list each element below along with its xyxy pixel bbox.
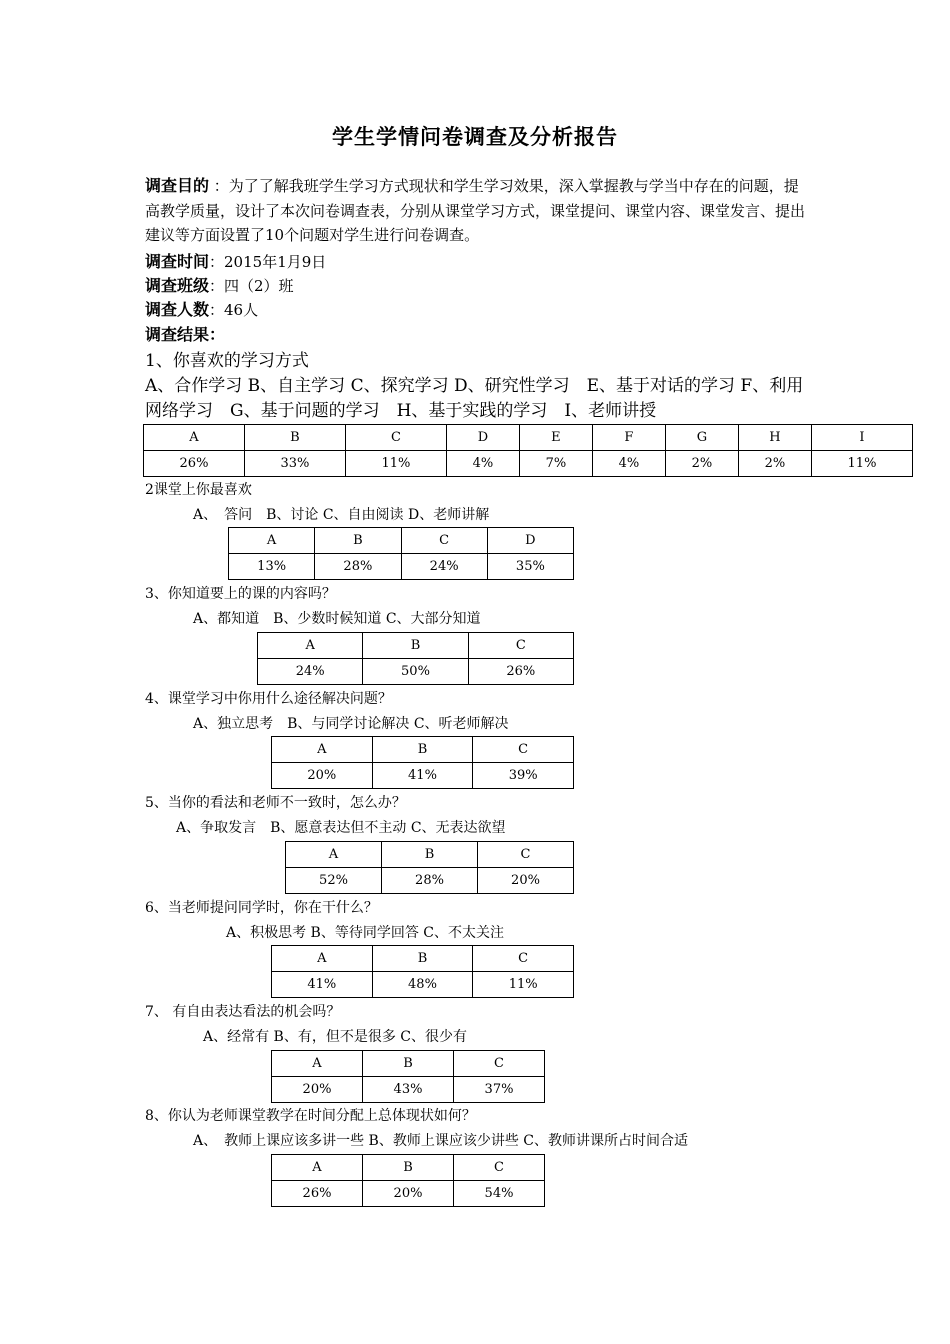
question-3-table xyxy=(257,632,574,685)
question-6: 6、当老师提问同学时，你在干什么？ xyxy=(145,900,378,916)
table-header-cell: B xyxy=(363,1051,454,1077)
class-value: ：四（2）班 xyxy=(209,277,294,295)
question-3-options: A、都知道 B、少数时候知道 C、大部分知道 xyxy=(193,611,481,627)
question-1-options-2: 网络学习 G、基于问题的学习 H、基于实践的学习 I、老师讲授 xyxy=(145,401,657,421)
table-value-cell: 13% xyxy=(229,554,315,580)
table-header-cell: C xyxy=(454,1051,545,1077)
table-header-row xyxy=(272,1051,545,1077)
table-value-cell: 37% xyxy=(454,1077,545,1103)
table-value-cell: 4% xyxy=(446,451,519,477)
table-value-cell: 39% xyxy=(473,763,574,789)
table-header-cell: B xyxy=(372,946,473,972)
question-1-options-1: A、合作学习 B、自主学习 C、探究学习 D、研究性学习 E、基于对话的学习 F、利用 xyxy=(145,376,804,396)
table-value-row xyxy=(286,868,574,894)
question-2-table xyxy=(228,527,574,580)
question-1: 1、你喜欢的学习方式 xyxy=(145,351,309,371)
table-header-cell: A xyxy=(258,633,363,659)
table-value-cell: 33% xyxy=(244,451,345,477)
question-2: 2课堂上你最喜欢 xyxy=(145,482,252,498)
question-6-table xyxy=(271,945,574,998)
table-value-cell: 2% xyxy=(665,451,738,477)
question-7: 7、 有自由表达看法的机会吗？ xyxy=(145,1004,341,1020)
table-value-cell: 41% xyxy=(272,972,373,998)
class-label: 调查班级 xyxy=(145,276,210,295)
table-header-row xyxy=(272,737,574,763)
question-4-options: A、独立思考 B、与同学讨论解决 C、听老师解决 xyxy=(193,716,509,732)
table-value-cell: 43% xyxy=(363,1077,454,1103)
table-value-cell: 4% xyxy=(592,451,665,477)
table-header-row xyxy=(272,946,574,972)
table-header-cell: B xyxy=(315,528,401,554)
table-header-cell: F xyxy=(592,425,665,451)
survey-class xyxy=(145,274,294,298)
table-value-cell: 20% xyxy=(363,1181,454,1207)
table-header-cell: C xyxy=(468,633,573,659)
table-value-cell: 52% xyxy=(286,868,382,894)
table-header-cell: B xyxy=(382,842,478,868)
question-2-options: A、 答问 B、讨论 C、自由阅读 D、老师讲解 xyxy=(193,507,490,523)
table-value-cell: 26% xyxy=(272,1181,363,1207)
question-4-table xyxy=(271,736,574,789)
question-5-table xyxy=(285,841,574,894)
question-5-options: A、争取发言 B、愿意表达但不主动 C、无表达欲望 xyxy=(176,820,506,836)
table-value-cell: 48% xyxy=(372,972,473,998)
table-header-row xyxy=(144,425,913,451)
table-value-cell: 7% xyxy=(519,451,592,477)
table-header-cell: C xyxy=(478,842,574,868)
table-header-cell: A xyxy=(272,737,373,763)
table-value-cell: 28% xyxy=(382,868,478,894)
table-header-cell: A xyxy=(144,425,245,451)
survey-time xyxy=(145,250,326,274)
table-header-cell: G xyxy=(665,425,738,451)
table-header-cell: B xyxy=(372,737,473,763)
table-header-row xyxy=(286,842,574,868)
table-header-cell: A xyxy=(272,946,373,972)
table-header-row xyxy=(229,528,574,554)
table-header-cell: C xyxy=(473,946,574,972)
survey-purpose xyxy=(145,174,813,248)
table-header-cell: A xyxy=(286,842,382,868)
question-1-table xyxy=(143,424,913,477)
table-header-cell: C xyxy=(454,1155,545,1181)
results-label: 调查结果： xyxy=(145,325,226,344)
table-value-cell: 20% xyxy=(272,1077,363,1103)
table-value-cell: 2% xyxy=(738,451,811,477)
table-value-cell: 50% xyxy=(363,659,468,685)
question-5: 5、当你的看法和老师不一致时，怎么办？ xyxy=(145,795,406,811)
question-8-options: A、 教师上课应该多讲一些 B、教师上课应该少讲些 C、教师讲课所占时间合适 xyxy=(193,1133,689,1149)
question-7-table xyxy=(271,1050,545,1103)
table-header-cell: C xyxy=(345,425,446,451)
question-8-table xyxy=(271,1154,545,1207)
table-value-cell: 11% xyxy=(345,451,446,477)
table-value-cell: 20% xyxy=(478,868,574,894)
question-3: 3、你知道要上的课的内容吗？ xyxy=(145,586,336,602)
table-value-row xyxy=(144,451,913,477)
table-header-cell: C xyxy=(401,528,487,554)
purpose-label: 调查目的 xyxy=(145,176,210,195)
table-value-cell: 24% xyxy=(401,554,487,580)
table-value-cell: 11% xyxy=(473,972,574,998)
table-header-cell: B xyxy=(363,1155,454,1181)
table-value-cell: 20% xyxy=(272,763,373,789)
count-value: ：46人 xyxy=(209,301,259,319)
table-value-row xyxy=(272,972,574,998)
table-value-row xyxy=(272,1077,545,1103)
table-header-cell: B xyxy=(244,425,345,451)
table-value-cell: 26% xyxy=(468,659,573,685)
table-header-cell: C xyxy=(473,737,574,763)
table-value-cell: 11% xyxy=(811,451,912,477)
page-title: 学生学情问卷调查及分析报告 xyxy=(332,125,618,149)
table-header-cell: E xyxy=(519,425,592,451)
table-header-row xyxy=(258,633,574,659)
table-header-cell: D xyxy=(446,425,519,451)
table-header-cell: D xyxy=(487,528,573,554)
question-6-options: A、积极思考 B、等待同学回答 C、不太关注 xyxy=(226,925,505,941)
table-header-cell: A xyxy=(272,1051,363,1077)
question-7-options: A、经常有 B、有，但不是很多 C、很少有 xyxy=(203,1029,468,1045)
table-value-cell: 35% xyxy=(487,554,573,580)
survey-count xyxy=(145,298,258,322)
table-value-row xyxy=(258,659,574,685)
count-label: 调查人数 xyxy=(145,300,210,319)
table-header-cell: A xyxy=(272,1155,363,1181)
table-value-cell: 24% xyxy=(258,659,363,685)
table-value-cell: 54% xyxy=(454,1181,545,1207)
table-header-cell: A xyxy=(229,528,315,554)
time-value: ：2015年1月9日 xyxy=(209,253,327,271)
table-header-row xyxy=(272,1155,545,1181)
table-value-cell: 28% xyxy=(315,554,401,580)
table-value-cell: 26% xyxy=(144,451,245,477)
question-8: 8、你认为老师课堂教学在时间分配上总体现状如何？ xyxy=(145,1108,476,1124)
table-header-cell: I xyxy=(811,425,912,451)
table-header-cell: H xyxy=(738,425,811,451)
question-4: 4、课堂学习中你用什么途径解决问题？ xyxy=(145,691,392,707)
table-value-cell: 41% xyxy=(372,763,473,789)
table-value-row xyxy=(272,763,574,789)
table-header-cell: B xyxy=(363,633,468,659)
time-label: 调查时间 xyxy=(145,252,210,271)
purpose-text: ：为了了解我班学生学习方式现状和学生学习效果，深入掌握教与学当中存在的问题，提高教学质量，设计了本次问卷调查表，分别从课堂学习方式，课堂提问、课堂内容、课堂发言、提出建议等方面设置了10个问题对学生进行问卷调查。 xyxy=(145,177,806,244)
table-value-row xyxy=(272,1181,545,1207)
table-value-row xyxy=(229,554,574,580)
